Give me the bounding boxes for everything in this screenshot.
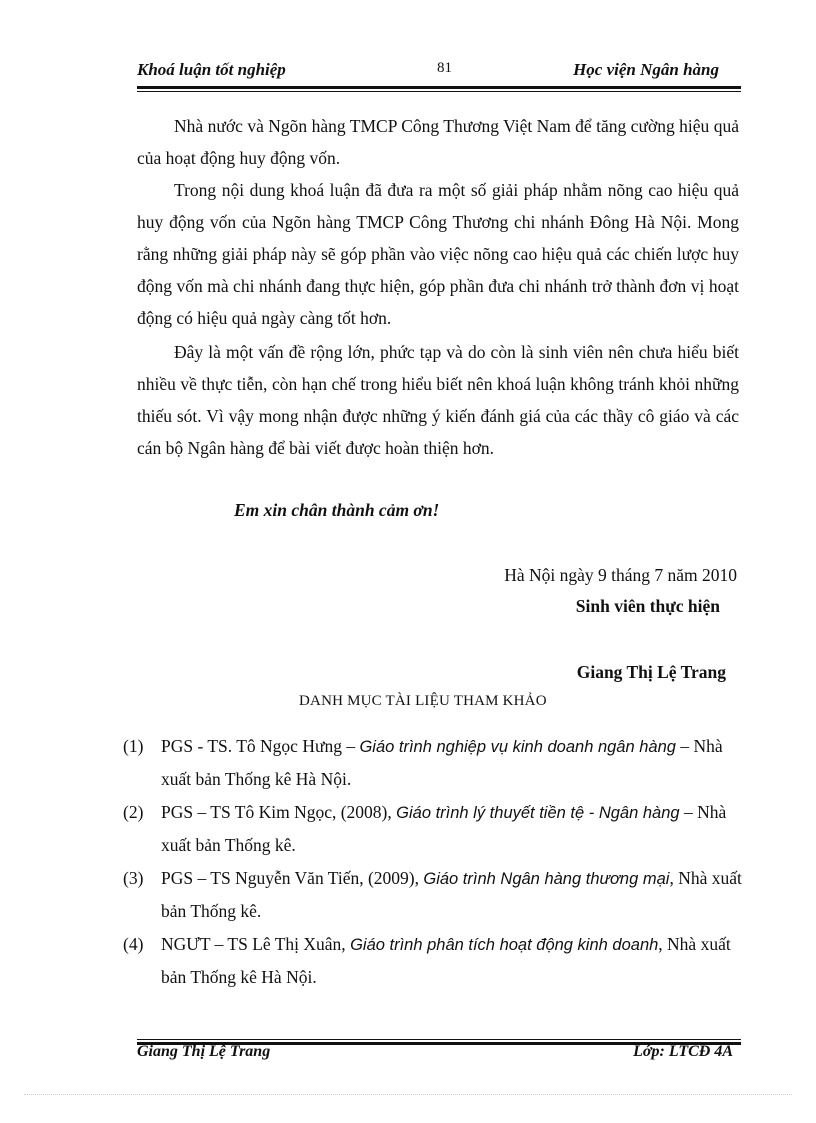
reference-number: (2) (123, 802, 144, 822)
reference-item (123, 862, 743, 927)
reference-title: Giáo trình phân tích hoạt động kinh doanh (350, 936, 659, 954)
reference-item (123, 730, 743, 795)
footer-author: Giang Thị Lệ Trang (137, 1043, 271, 1060)
date-line: Hà Nội ngày 9 tháng 7 năm 2010 (504, 565, 737, 585)
paragraph-2-container (137, 174, 739, 334)
paragraph: Đây là một vấn đề rộng lớn, phức tạp và do còn là sinh viên nên chưa hiểu biết nhiều về thực tiễn, còn hạn chế trong hiểu biết nên khoá luận không tránh khỏi những thiếu sót. Vì vậy mong nhận được những ý kiến đánh giá của các thầy cô giáo và các cán bộ Ngân hàng để bài viết được hoàn thiện hơn. (137, 342, 739, 458)
references-list (123, 730, 743, 994)
reference-number: (1) (123, 736, 144, 756)
paragraph-1-container (137, 110, 739, 174)
reference-publisher: – Nhà xuất bản Thống kê Hà Nội. (161, 736, 723, 789)
reference-item (123, 796, 743, 861)
reference-number: (3) (123, 868, 144, 888)
reference-number: (4) (123, 934, 144, 954)
page-footer (137, 1043, 739, 1067)
references-heading: DANH MỤC TÀI LIỆU THAM KHẢO (299, 693, 547, 709)
reference-publisher: – Nhà xuất bản Thống kê. (161, 802, 727, 855)
reference-author: PGS – TS Tô Kim Ngọc, (2008), (161, 802, 397, 822)
reference-author: PGS – TS Nguyễn Văn Tiến, (2009), (161, 868, 424, 888)
closing-thanks: Em xin chân thành cảm ơn! (234, 500, 440, 520)
reference-item (123, 928, 743, 993)
signer-role: Sinh viên thực hiện (575, 596, 720, 616)
reference-title: Giáo trình lý thuyết tiền tệ - Ngân hàng (396, 804, 680, 822)
reference-title: Giáo trình nghiệp vụ kinh doanh ngân hàng (359, 738, 676, 756)
reference-publisher: , Nhà xuất bản Thống kê Hà Nội. (161, 934, 731, 987)
page-number: 81 (437, 60, 452, 76)
reference-publisher: , Nhà xuất bản Thống kê. (161, 868, 742, 921)
header-divider (137, 86, 741, 92)
page-header (137, 60, 719, 84)
reference-title: Giáo trình Ngân hàng thương mại (423, 870, 670, 888)
footer-class: Lớp: LTCĐ 4A (633, 1043, 733, 1060)
paragraph-3-container (137, 336, 739, 464)
paragraph: Nhà nước và Ngõn hàng TMCP Công Thương Việt Nam để tăng cường hiệu quả của hoạt động huy động vốn. (137, 116, 739, 168)
reference-author: PGS - TS. Tô Ngọc Hưng – (161, 736, 360, 756)
signer-name: Giang Thị Lệ Trang (576, 662, 726, 682)
reference-author: NGƯT – TS Lê Thị Xuân, (161, 934, 351, 954)
page-bottom-border (24, 1094, 792, 1095)
header-institution: Học viện Ngân hàng (573, 60, 719, 79)
paragraph: Trong nội dung khoá luận đã đưa ra một số giải pháp nhằm nõng cao hiệu quả huy động vốn của Ngõn hàng TMCP Công Thương chi nhánh Đông Hà Nội. Mong rằng những giải pháp này sẽ góp phần vào việc nõng cao hiệu quả các chiến lược huy động vốn mà chi nhánh đang thực hiện, góp phần đưa chi nhánh trở thành đơn vị hoạt động có hiệu quả ngày càng tốt hơn. (137, 180, 739, 328)
header-thesis-label: Khoá luận tốt nghiệp (137, 60, 286, 79)
